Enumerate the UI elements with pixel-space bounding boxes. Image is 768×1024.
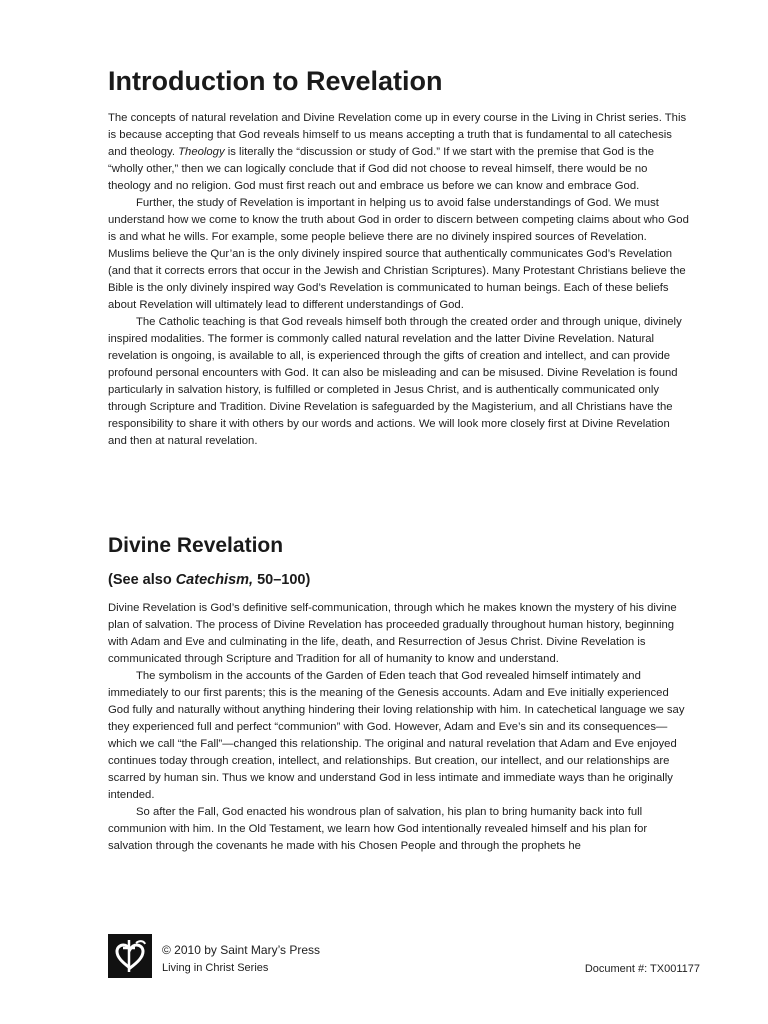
intro-section <box>108 110 690 450</box>
intro-p1-text-a: The concepts of natural revelation and Divine Revelation come up in every course in the Living in Christ series. This is because accepting that God reveals himself to us means accepting a truth that is fundamental to all catechesis and theology. <box>108 112 687 158</box>
intro-paragraph-3: The Catholic teaching is that God reveals himself both through the created order and through unique, divinely inspired modalities. The former is commonly called natural revelation and the latter Divine Revelation. Natural revelation is ongoing, is available to all, is experienced through the gifts of creation and intellect, and can provide profound personal encounters with God. It can also be misleading and can be misused. Divine Revelation is found particularly in salvation history, is fulfilled or completed in Jesus Christ, and is authentically communicated only through Scripture and Tradition. Divine Revelation is safeguarded by the Magisterium, and all Christians have the responsibility to share it with others by our words and actions. We will look more closely first at Divine Revelation and then at natural revelation. <box>108 316 682 447</box>
copyright-text: © 2010 by Saint Mary’s Press <box>162 943 321 957</box>
catechism-ref-prefix: (See also <box>108 572 176 588</box>
document-number: Document #: TX001177 <box>584 963 700 975</box>
catechism-reference <box>108 570 310 590</box>
page-title: Introduction to Revelation <box>108 66 443 96</box>
divine-revelation-section <box>108 600 690 855</box>
divine-paragraph-3: So after the Fall, God enacted his wondrous plan of salvation, his plan to bring humanity back into full communion with him. In the Old Testament, we learn how God intentionally revealed himself and his plan for salvation through the covenants he made with his Chosen People and through the prophets he <box>108 806 648 852</box>
intro-paragraph-2: Further, the study of Revelation is important in helping us to avoid false understandings of God. We must understand how we come to know the truth about God in order to discern between competing claims about who God is and what he wills. For example, some people believe there are no divinely inspired sources of Revelation. Muslims believe the Qur’an is the only divinely inspired source that authentically communicates God’s Revelation (and that it corrects errors that occur in the Jewish and Christian Scriptures). Many Protestant Christians believe the Bible is the only divinely inspired way God’s Revelation is communicated to human beings. Each of these beliefs about Revelation will ultimately lead to different understandings of God. <box>108 197 689 311</box>
intro-p1-text-b: is literally the “discussion or study of God.” If we start with the premise that God is the “wholly other,” then we can logically conclude that if God did not choose to reveal himself, there would be no theology and no religion. God must first reach out and embrace us before we can know and embrace God. <box>108 146 655 192</box>
divine-paragraph-1: Divine Revelation is God’s definitive self-communication, through which he makes known the mystery of his divine plan of salvation. The process of Divine Revelation has proceeded gradually throughout human history, beginning with Adam and Eve and culminating in the life, death, and Resurrection of Jesus Christ. Divine Revelation is communicated through Scripture and Tradition for all of humanity to know and understand. <box>108 602 677 665</box>
intro-paragraph-1 <box>108 110 690 195</box>
series-name: Living in Christ Series <box>162 962 269 974</box>
catechism-ref-range: 50–100) <box>253 572 311 588</box>
saint-marys-press-logo-icon <box>108 934 152 978</box>
theology-term: Theology <box>178 146 225 158</box>
page-footer <box>108 934 700 984</box>
divine-paragraph-2: The symbolism in the accounts of the Garden of Eden teach that God revealed himself intimately and immediately to our first parents; this is the meaning of the Genesis accounts. Adam and Eve initially experienced God fully and naturally without anything hindering their loving relationship with him. In catechetical language we say they experienced full and perfect “communion” with God. However, Adam and Eve’s sin and its consequences—which we call “the Fall”—changed this relationship. The original and natural revelation that Adam and Eve enjoyed continues today through creation, intellect, and relationships. But creation, our intellect, and our relationships are scarred by human sin. Thus we know and understand God in less intimate and immediate ways than he originally intended. <box>108 670 685 801</box>
section-heading-divine-revelation: Divine Revelation <box>108 534 284 557</box>
catechism-ref-title: Catechism, <box>175 572 254 588</box>
